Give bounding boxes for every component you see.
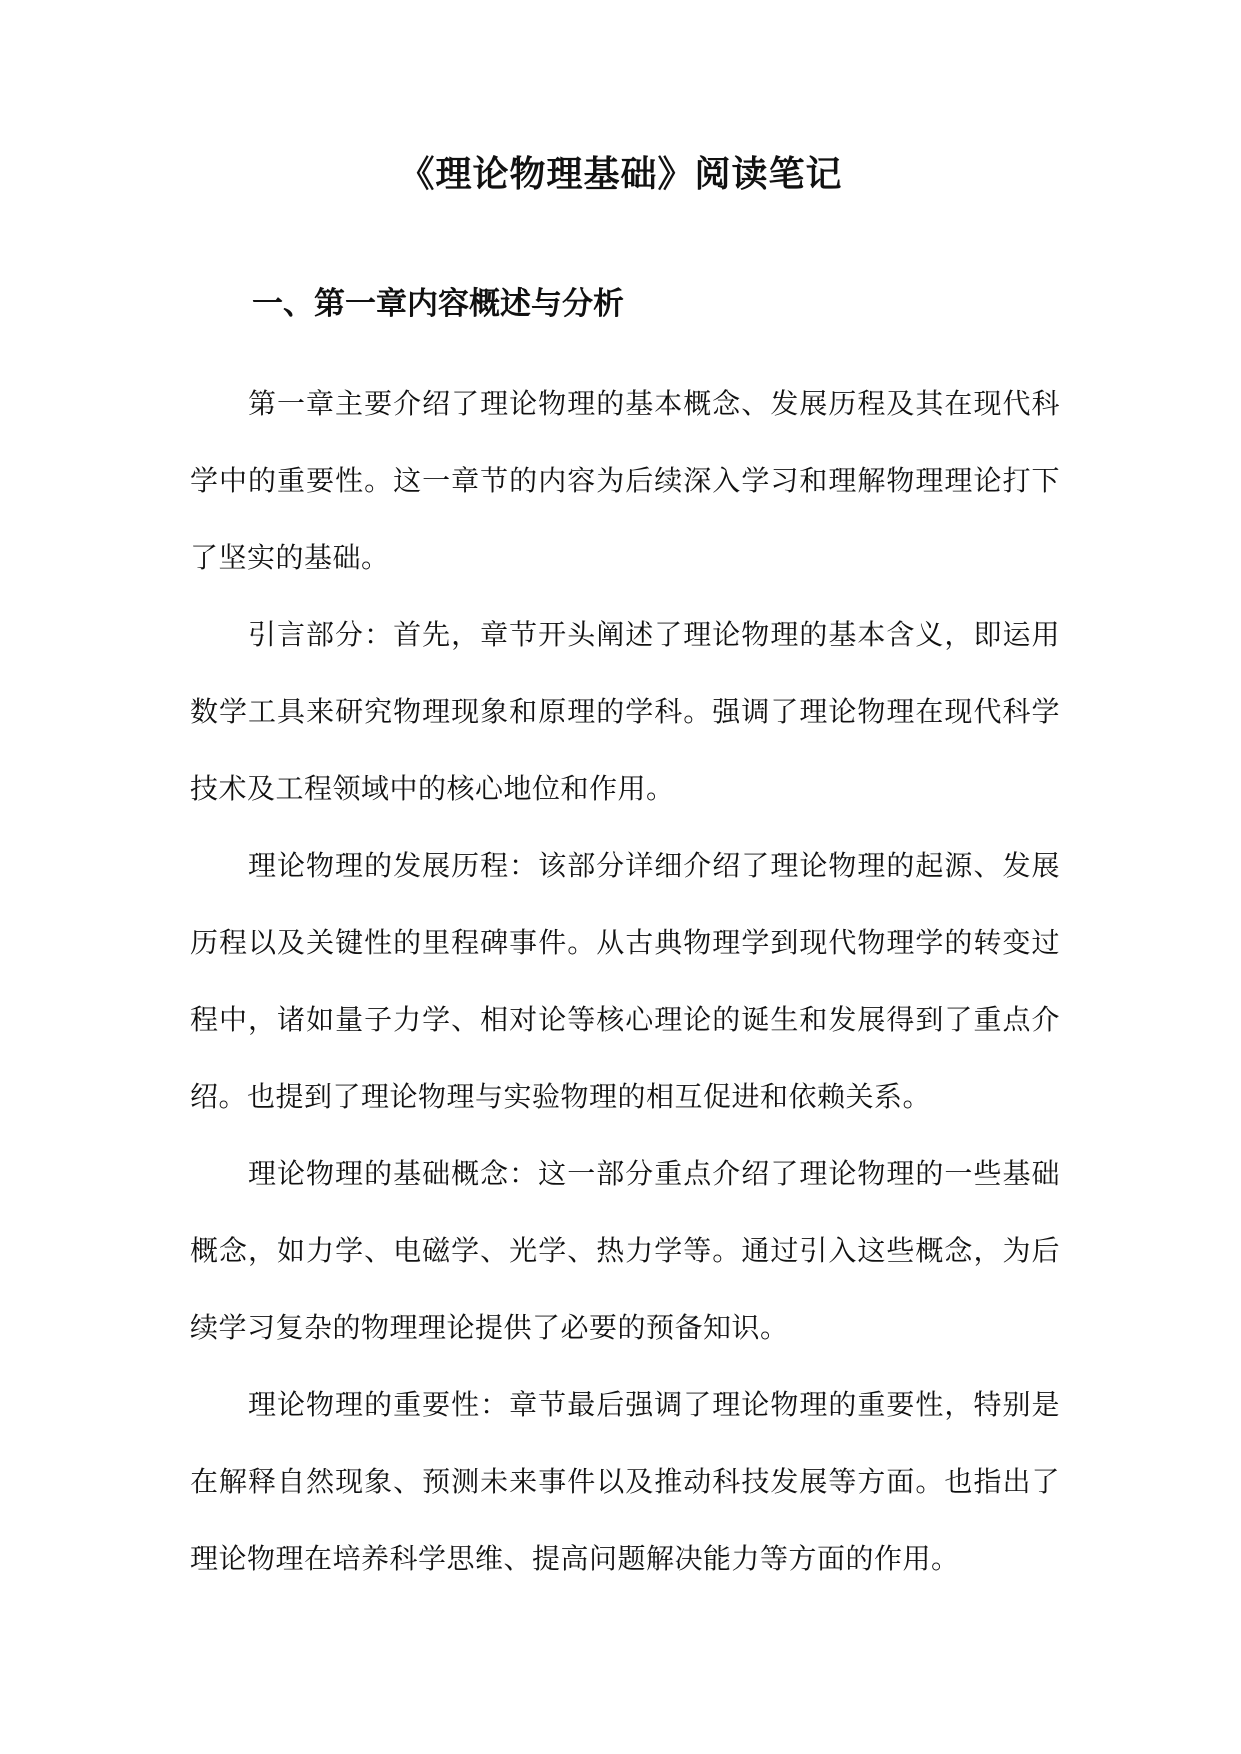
paragraph-overview: 第一章主要介绍了理论物理的基本概念、发展历程及其在现代科学中的重要性。这一章节的内容为后续深入学习和理解物理理论打下了坚实的基础。 xyxy=(190,387,1060,574)
document-title: 《理论物理基础》阅读笔记 xyxy=(398,154,843,195)
document-body xyxy=(190,365,1060,1597)
paragraph-introduction: 引言部分：首先，章节开头阐述了理论物理的基本含义，即运用数学工具来研究物理现象和原理的学科。强调了理论物理在现代科学技术及工程领域中的核心地位和作用。 xyxy=(190,618,1060,805)
section-heading: 一、第一章内容概述与分析 xyxy=(252,286,624,322)
paragraph-importance: 理论物理的重要性：章节最后强调了理论物理的重要性，特别是在解释自然现象、预测未来事件以及推动科技发展等方面。也指出了理论物理在培养科学思维、提高问题解决能力等方面的作用。 xyxy=(190,1388,1060,1575)
paragraph-basic-concepts: 理论物理的基础概念：这一部分重点介绍了理论物理的一些基础概念，如力学、电磁学、光学、热力学等。通过引入这些概念，为后续学习复杂的物理理论提供了必要的预备知识。 xyxy=(190,1157,1060,1344)
paragraph-history: 理论物理的发展历程：该部分详细介绍了理论物理的起源、发展历程以及关键性的里程碑事件。从古典物理学到现代物理学的转变过程中，诸如量子力学、相对论等核心理论的诞生和发展得到了重点介绍。也提到了理论物理与实验物理的相互促进和依赖关系。 xyxy=(190,849,1060,1113)
